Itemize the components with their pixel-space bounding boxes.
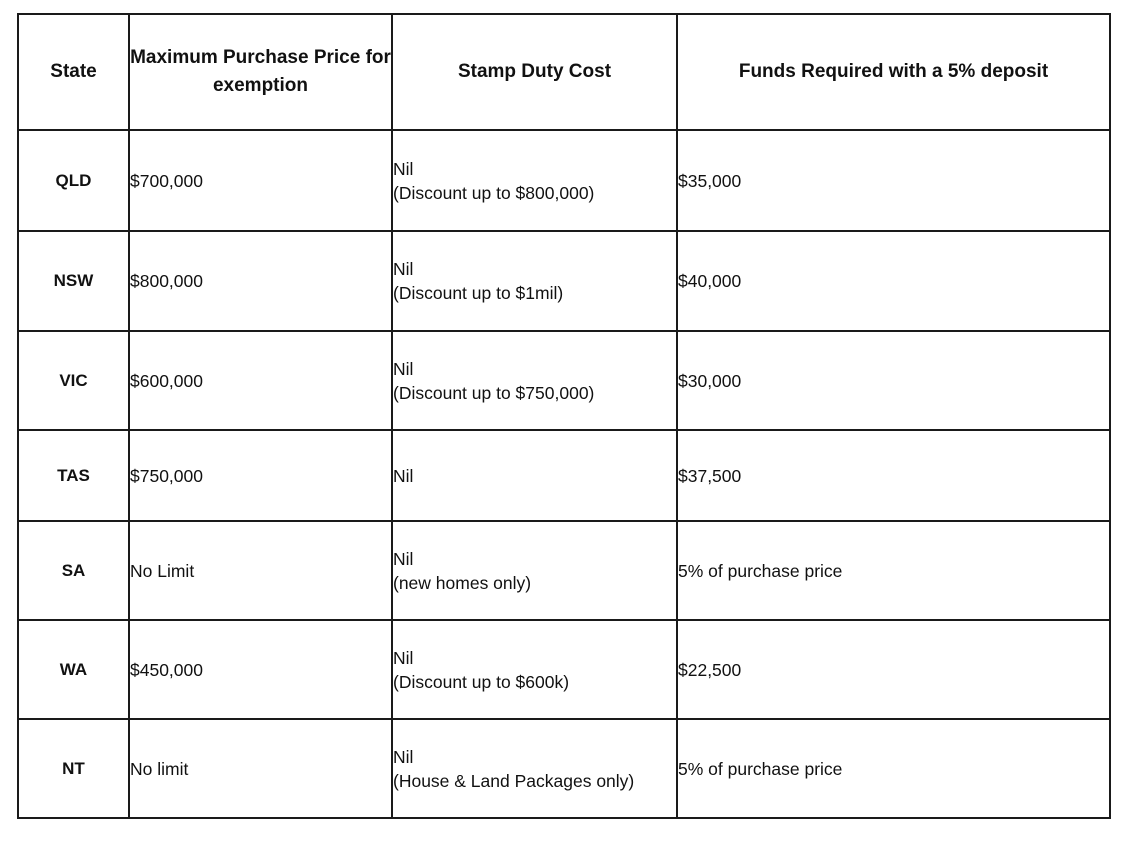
- state-cell: WA: [18, 620, 129, 719]
- table-row: [18, 331, 1110, 430]
- stamp-duty-value: Nil: [393, 158, 414, 179]
- stamp-duty-table: [17, 13, 1111, 819]
- header-funds: Funds Required with a 5% deposit: [677, 14, 1110, 130]
- funds-cell: $22,500: [677, 620, 1110, 719]
- state-cell: VIC: [18, 331, 129, 430]
- funds-cell: $30,000: [677, 331, 1110, 430]
- stamp-duty-value: Nil: [393, 358, 414, 379]
- funds-cell: $35,000: [677, 130, 1110, 231]
- max-price-cell: No Limit: [129, 521, 392, 620]
- stamp-duty-note: (Discount up to $600k): [393, 671, 570, 692]
- state-cell: NT: [18, 719, 129, 818]
- header-stamp-duty: Stamp Duty Cost: [392, 14, 677, 130]
- header-row: [18, 14, 1110, 130]
- stamp-duty-note: (Discount up to $800,000): [393, 182, 595, 203]
- state-cell: QLD: [18, 130, 129, 231]
- max-price-cell: $700,000: [129, 130, 392, 231]
- state-cell: NSW: [18, 231, 129, 331]
- stamp-duty-note: (new homes only): [393, 572, 532, 593]
- stamp-duty-value: Nil: [393, 548, 414, 569]
- stamp-duty-cell: [392, 521, 677, 620]
- funds-cell: 5% of purchase price: [677, 719, 1110, 818]
- header-state: State: [18, 14, 129, 130]
- stamp-duty-cell: [392, 719, 677, 818]
- stamp-duty-value: Nil: [393, 746, 414, 767]
- funds-cell: 5% of purchase price: [677, 521, 1110, 620]
- stamp-duty-note: (Discount up to $1mil): [393, 283, 564, 303]
- table-row: [18, 521, 1110, 620]
- stamp-duty-cell: [392, 620, 677, 719]
- stamp-duty-cell: [392, 430, 677, 521]
- table-row: [18, 620, 1110, 719]
- stamp-duty-cell: [392, 231, 677, 331]
- header-max-price: Maximum Purchase Price for exemption: [129, 14, 392, 130]
- stamp-duty-value: Nil: [393, 465, 414, 486]
- max-price-cell: $450,000: [129, 620, 392, 719]
- max-price-cell: $750,000: [129, 430, 392, 521]
- state-cell: SA: [18, 521, 129, 620]
- stamp-duty-note: (Discount up to $750,000): [393, 382, 595, 403]
- max-price-cell: No limit: [129, 719, 392, 818]
- max-price-cell: $600,000: [129, 331, 392, 430]
- stamp-duty-value: Nil: [393, 259, 414, 279]
- max-price-cell: $800,000: [129, 231, 392, 331]
- stamp-duty-cell: [392, 130, 677, 231]
- table-row: [18, 719, 1110, 818]
- table-row: [18, 231, 1110, 331]
- state-cell: TAS: [18, 430, 129, 521]
- stamp-duty-value: Nil: [393, 647, 414, 668]
- funds-cell: $37,500: [677, 430, 1110, 521]
- table-row: [18, 430, 1110, 521]
- stamp-duty-cell: [392, 331, 677, 430]
- table-row: [18, 130, 1110, 231]
- funds-cell: $40,000: [677, 231, 1110, 331]
- stamp-duty-note: (House & Land Packages only): [393, 770, 635, 791]
